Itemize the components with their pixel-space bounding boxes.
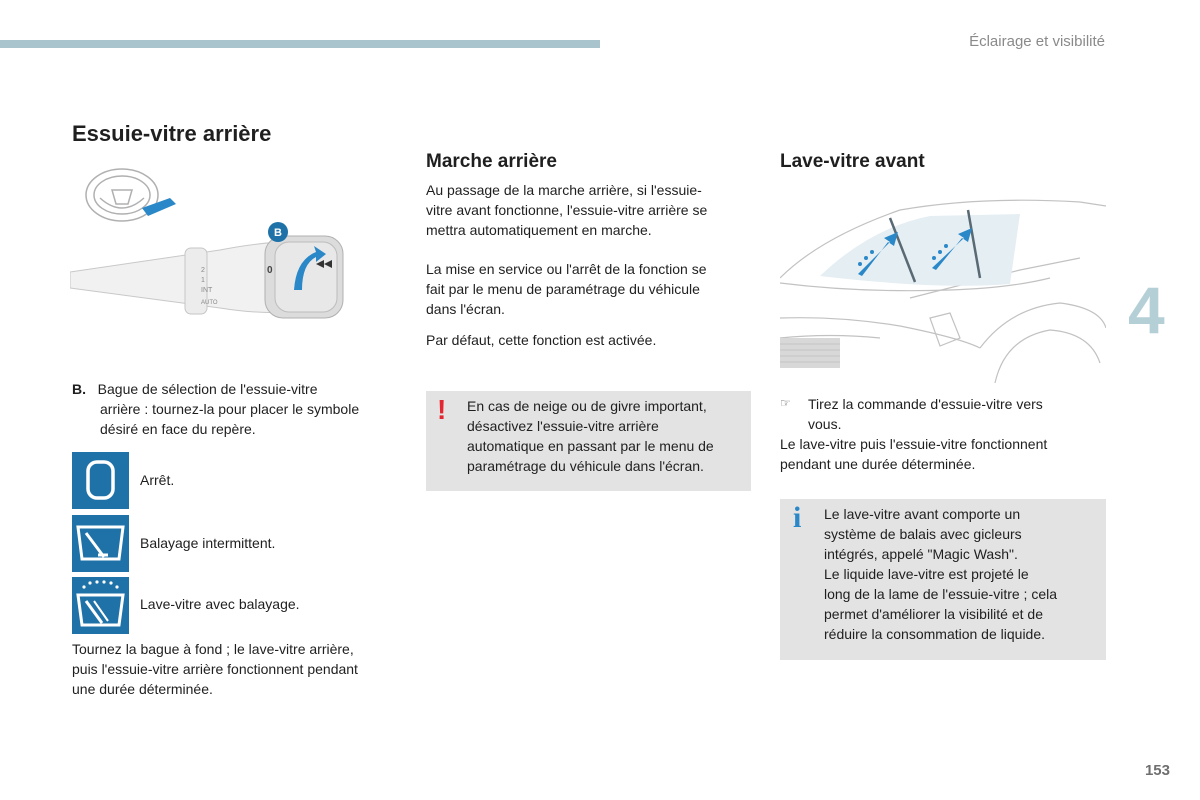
svg-text:INT: INT	[201, 287, 213, 294]
b-marker-label: B	[274, 227, 282, 239]
info-text: Le lave-vitre avant comporte un système de balais avec gicleurs intégrés, appelé "Magic Wash". Le liquide lave-vitre est projeté le long de la lame de l'essuie-vitre ; cela permet d'améliorer la visibilité et de réduire la consommation de liquide.	[824, 506, 1058, 642]
svg-text:1: 1	[201, 277, 205, 284]
section-heading-reverse: Marche arrière	[426, 151, 557, 172]
mode-label-wash-wipe: Lave-vitre avec balayage.	[140, 596, 300, 612]
warning-text: En cas de neige ou de givre important, désactivez l'essuie-vitre arrière automatique en passant par le menu de paramétrage du véhicule dans l'écran.	[467, 398, 714, 474]
car-windshield-illustration	[780, 198, 1106, 383]
svg-text:0: 0	[267, 265, 273, 276]
info-icon: i	[793, 501, 802, 534]
page-title: Essuie-vitre arrière	[72, 121, 272, 146]
intermittent-wipe-icon	[72, 515, 129, 572]
left-footer-text: Tournez la bague à fond ; le lave-vitre arrière, puis l'essuie-vitre arrière fonctionnent pendant une durée déterminée.	[72, 641, 358, 697]
wash-wipe-icon	[72, 577, 129, 634]
warning-icon: !	[437, 394, 447, 425]
wiper-stalk-illustration	[70, 160, 355, 340]
section-title: Éclairage et visibilité	[969, 33, 1105, 50]
header-bar	[0, 40, 600, 48]
page-number: 153	[1144, 762, 1170, 779]
mode-label-stop: Arrêt.	[140, 472, 175, 488]
svg-text:AUTO: AUTO	[201, 300, 218, 306]
b-label: B.	[72, 381, 86, 397]
reverse-paragraph-3: Par défaut, cette fonction est activée.	[426, 332, 657, 348]
chapter-number: 4	[1128, 273, 1165, 347]
reverse-paragraph-2: La mise en service ou l'arrêt de la fonction se fait par le menu de paramétrage du véhicule dans l'écran.	[426, 261, 707, 317]
stop-icon	[72, 452, 129, 509]
mode-label-intermittent: Balayage intermittent.	[140, 535, 276, 551]
bullet-hand-icon: ☞	[780, 396, 791, 410]
stalk-highlight	[142, 198, 176, 216]
svg-text:2: 2	[201, 267, 205, 274]
section-heading-front-washer: Lave-vitre avant	[780, 151, 925, 172]
b-description: B. Bague de sélection de l'essuie-vitre arrière : tournez-la pour placer le symbole désiré en face du repère.	[72, 381, 360, 437]
reverse-paragraph-1: Au passage de la marche arrière, si l'essuie- vitre avant fonctionne, l'essuie-vitre arrière se mettra automatiquement en marche.	[426, 182, 708, 238]
front-washer-instruction: Tirez la commande d'essuie-vitre vers vous.	[808, 396, 1043, 432]
front-washer-result: Le lave-vitre puis l'essuie-vitre fonctionnent pendant une durée déterminée.	[780, 436, 1048, 472]
